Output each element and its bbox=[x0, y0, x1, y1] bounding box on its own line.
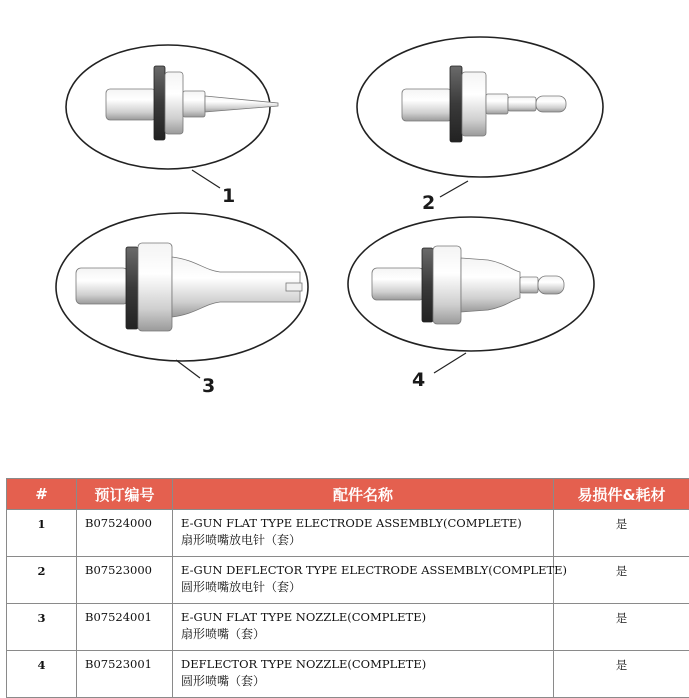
table-row bbox=[7, 604, 689, 651]
wear-part-flag: 是 bbox=[554, 604, 689, 651]
part-name-en: E-GUN DEFLECTOR TYPE ELECTRODE ASSEMBLY(COMPLETE) bbox=[181, 562, 553, 579]
callout-number-4: 4 bbox=[412, 369, 425, 391]
parts-table bbox=[6, 478, 689, 698]
header-wear-part: 易损件&耗材 bbox=[554, 479, 689, 510]
part-name-en: E-GUN FLAT TYPE NOZZLE(COMPLETE) bbox=[181, 609, 553, 626]
row-number: 4 bbox=[7, 651, 77, 698]
callout-line-3 bbox=[176, 360, 200, 378]
part-name-cn: 扇形喷嘴（套） bbox=[181, 626, 553, 643]
row-number: 1 bbox=[7, 510, 77, 557]
table-header-row bbox=[7, 479, 689, 510]
part-2-illustration bbox=[357, 37, 603, 177]
part-3-illustration bbox=[56, 213, 308, 361]
callout-number-1: 1 bbox=[222, 185, 235, 207]
table-row bbox=[7, 510, 689, 557]
wear-part-flag: 是 bbox=[554, 510, 689, 557]
part-name bbox=[173, 651, 554, 698]
table-row bbox=[7, 557, 689, 604]
wear-part-flag: 是 bbox=[554, 557, 689, 604]
part-name bbox=[173, 510, 554, 557]
row-number: 3 bbox=[7, 604, 77, 651]
header-number: # bbox=[7, 479, 77, 510]
part-name-cn: 圆形喷嘴（套） bbox=[181, 673, 553, 690]
callout-number-2: 2 bbox=[422, 192, 435, 214]
order-code: B07523001 bbox=[77, 651, 173, 698]
callout-line-1 bbox=[192, 170, 220, 188]
callout-number-3: 3 bbox=[202, 375, 215, 397]
row-number: 2 bbox=[7, 557, 77, 604]
header-order-code: 预订编号 bbox=[77, 479, 173, 510]
header-part-name: 配件名称 bbox=[173, 479, 554, 510]
part-name-cn: 圆形喷嘴放电针（套） bbox=[181, 579, 553, 596]
part-name-en: DEFLECTOR TYPE NOZZLE(COMPLETE) bbox=[181, 656, 553, 673]
part-1-illustration bbox=[66, 45, 278, 169]
callout-line-2 bbox=[440, 181, 468, 197]
order-code: B07524001 bbox=[77, 604, 173, 651]
table-row bbox=[7, 651, 689, 698]
part-4-illustration bbox=[348, 217, 594, 351]
order-code: B07524000 bbox=[77, 510, 173, 557]
part-name bbox=[173, 604, 554, 651]
callout-line-4 bbox=[434, 353, 466, 373]
part-name bbox=[173, 557, 554, 604]
order-code: B07523000 bbox=[77, 557, 173, 604]
part-name-cn: 扇形喷嘴放电针（套） bbox=[181, 532, 553, 549]
part-name-en: E-GUN FLAT TYPE ELECTRODE ASSEMBLY(COMPLETE) bbox=[181, 515, 553, 532]
wear-part-flag: 是 bbox=[554, 651, 689, 698]
